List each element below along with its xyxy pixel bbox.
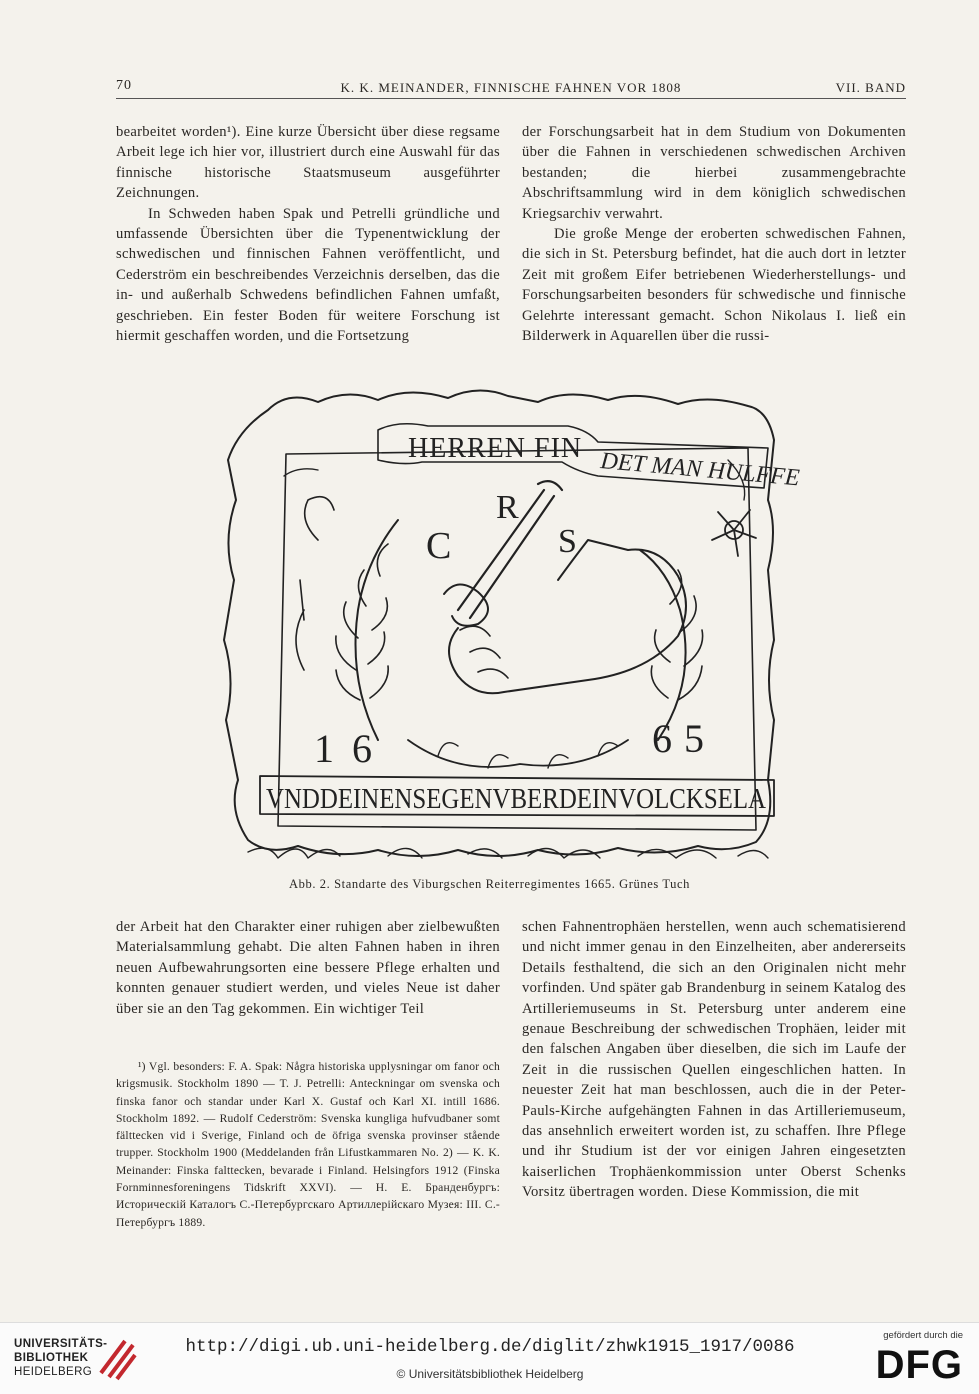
paragraph: schen Fahnentrophäen herstellen, wenn auch schematisierend und nicht immer genau in den Einzelheiten, aber andererseits Details festhaltend, die sich an den Originalen nicht mehr vorfinden. Und später gab Brandenburg in seinem Katalog des Artilleriemuseums in St. Petersburg unter anderem eine genaue Beschreibung der schwedischen Trophäen, leider mit den falschen Angaben über dieselben, die sich im Laufe der Zeit in die russischen Quellen eingeschlichen hatten. In neuester Zeit hat man beschlossen, auch die in der Peter-Pauls-Kirche aufgehängten Fahnen in das Artilleriemuseum, das ansehnlich erweitert worden ist, zu schaffen. Ihre Pflege und ihr Studium ist der vor einigen Jahren eingesetzten kaiserlichen Trophäenkommission unter Oberst Schenks Vorsitz übertragen worden. Diese Kommission, die mit [522,919,906,1201]
paragraph: der Arbeit hat den Charakter einer ruhigen aber zielbewußten Materialsammlung gehabt. Die alten Fahnen haben in ihren neuen Aufbewahrungsorten eine bessere Pflege erhalten und konnten genauer studiert werden, und vieles Neue ist daher über sie an den Tag gekommen. Ein wichtiger Teil [116,919,500,1017]
footnote-text: ¹) Vgl. besonders: F. A. Spak: Några historiska upplysningar om fanor och krigsmusik. Stockholm 1890 — T. J. Petrelli: Anteckningar om svenska och finska fanor och standar under Karl X. Gustaf och Karl XI. intill 1686. Stockholm 1892. — Rudolf Cederström: Svenska kungliga hufvudbaner somt fälttecken vid i Sverige, Finland och de öfriga svenska provinser stående trupper. Stockholm 1900 (Meddelanden från Lifustkammaren No. 2) — K. K. Meinander: Finska falttecken, bevarade i Finland. Helsingfors 1912 (Finska Fornminnesforeningens Tidskrift XXVI). — Н. Е. Бранденбургъ: Историческій Каталогъ С.-Петербургскаго Артиллерійскаго Музея: III. С.-Петербургъ 1889. [116,1060,500,1229]
library-line: BIBLIOTHEK [14,1352,89,1364]
paragraph: Die große Menge der eroberten schwedischen Fahnen, die sich in St. Petersburg befindet, hat die auch dort in letzter Zeit mit großem Eifer betriebenen Wiederherstellungs- und Forschungsarbeiten besonders für schwedische und finnische Gelehrte interessant gemacht. Schon Nikolaus I. ließ ein Bilderwerk in Aquarellen über die russi- [522,226,906,345]
paragraph: der Forschungsarbeit hat in dem Studium von Dokumenten über die Fahnen in verschiedenen schwedischen Archiven bestanden; die hierbei zusammengebrachte Abschriftsammlung wird in dem königlich schwedischen Kriegsarchiv verwahrt. [522,124,906,222]
bottom-ornament [408,740,628,767]
page-number: 70 [116,78,132,93]
banner-text-right: DET MAN HULFFE [599,448,801,492]
copyright-notice: © Universitätsbibliothek Heidelberg [396,1367,584,1381]
year-left: 16 [314,726,390,771]
library-line: HEIDELBERG [14,1366,93,1378]
digitization-footer [0,1322,979,1394]
library-line: UNIVERSITÄTS- [14,1338,108,1350]
library-logo-icon [95,1333,139,1383]
volume-label: VII. BAND [835,80,906,95]
text-column-top-right [522,122,906,346]
library-name [14,1337,107,1379]
funding-label: gefördert durch die [883,1330,963,1341]
footnote [116,1058,500,1231]
running-title: K. K. MEINANDER, FINNISCHE FAHNEN VOR 1808 [340,80,682,95]
letter-s: S [558,523,577,560]
paragraph: bearbeitet worden¹). Eine kurze Übersicht über diese regsame Arbeit lege ich hier vor, illustriert durch eine Auswahl für das finnische historische Staatsmuseum ausgeführter Zeichnungen. [116,124,500,202]
text-column-top-left [116,122,500,346]
standard-illustration [208,380,801,866]
motto-text: VNDDEINENSEGENVBERDEINVOLCKSELA [266,783,767,815]
letter-c: C [426,525,452,567]
paragraph: In Schweden haben Spak und Petrelli gründliche und umfassende Übersichten über die Typenentwicklung der schwedischen und finnischen Fahnen veröffentlicht, und Cederström ein beschreibendes Verzeichnis derselben, das die in- und außerhalb Schwedens befindlichen Fahnen umfaßt, geschrieben. Ein fester Boden für weitere Forschung ist hiermit geschaffen worden, und die Fortsetzung [116,205,500,345]
figure-caption: Abb. 2. Standarte des Viburgschen Reiterregimentes 1665. Grünes Tuch [289,877,690,891]
dfg-logo: DFG [875,1343,963,1387]
banner-text-left: HERREN FIN [408,433,583,464]
text-column-bottom-right [522,917,906,1203]
letter-r: R [496,489,519,526]
permalink-url[interactable]: http://digi.ub.uni-heidelberg.de/diglit/zhwk1915_1917/0086 [185,1337,795,1357]
year-right: 65 [652,716,716,761]
laurel-left [356,520,399,740]
text-column-bottom-left [116,917,500,1019]
running-header [116,76,906,99]
